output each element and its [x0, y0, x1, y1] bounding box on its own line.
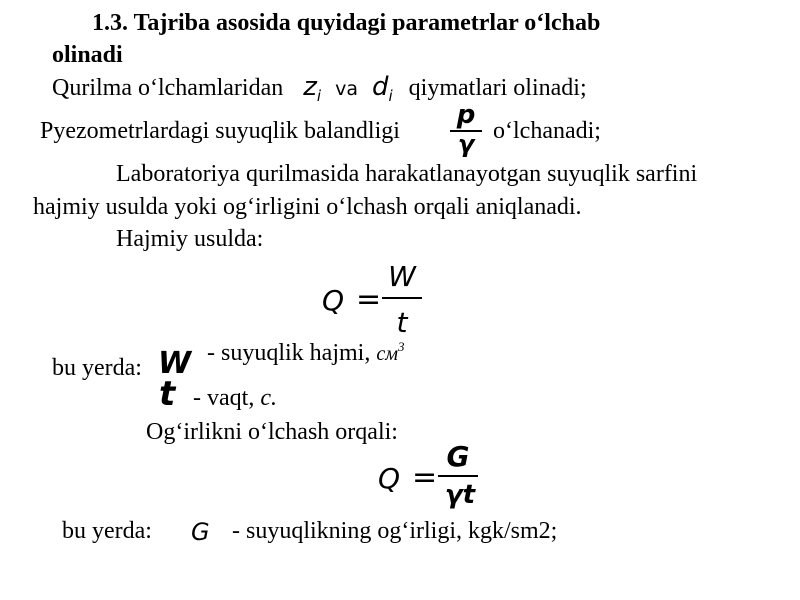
time-description: - vaqt,	[193, 385, 255, 411]
pressure-numerator-p: p	[456, 100, 476, 130]
variable-d	[371, 72, 393, 105]
time-unit: c.	[260, 385, 277, 411]
piezometer-text-after: o‘lchanadi;	[493, 118, 601, 144]
weight-formula-q: Q	[378, 462, 401, 495]
weight-formula	[378, 442, 488, 522]
volume-unit-exponent: 3	[397, 339, 405, 354]
variable-z-subscript: i	[316, 87, 322, 105]
volume-description: - suyuqlik hajmi,	[207, 340, 371, 366]
weight-formula-numerator-g: G	[446, 440, 470, 473]
weight-formula-equals: =	[412, 460, 438, 495]
formula-equals: =	[356, 282, 382, 317]
flow-rate-paragraph-line2: hajmiy usulda yoki og‘irligini o‘lchash orqali aniqlanadi.	[33, 194, 582, 220]
pressure-denominator-gamma: γ	[457, 130, 475, 158]
weight-formula-fraction-bar	[438, 475, 478, 477]
dimensions-sentence	[52, 73, 587, 104]
symbol-g: G	[191, 518, 210, 546]
variable-z-symbol: z	[303, 72, 317, 102]
section-heading-line1: 1.3. Tajriba asosida quyidagi parametrlar o‘lchab	[92, 10, 601, 36]
flow-rate-paragraph-line1: Laboratoriya qurilmasida harakatlanayotgan suyuqlik sarfini	[116, 161, 698, 187]
time-definition	[193, 384, 277, 412]
formula-denominator-t: t	[396, 306, 408, 339]
symbol-w: W	[158, 346, 192, 381]
weight-formula-denominator-gamma-t: γt	[444, 480, 476, 510]
formula-fraction-bar	[382, 297, 422, 299]
dimensions-text-before: Qurilma o‘lchamlaridan	[52, 75, 284, 101]
variable-d-subscript: i	[388, 87, 393, 105]
variable-d-symbol: d	[371, 72, 389, 102]
formula-q: Q	[322, 284, 345, 317]
dimensions-text-after: qiymatlari olinadi;	[408, 75, 587, 101]
section-heading-line2: olinadi	[52, 42, 123, 68]
where-label-1: bu yerda:	[52, 355, 142, 381]
conjunction-va: va	[335, 78, 358, 100]
weight-method-label: Og‘irlikni o‘lchash orqali:	[146, 419, 398, 445]
formula-numerator-w: W	[388, 260, 416, 293]
where-label-2: bu yerda:	[62, 518, 152, 544]
variable-z	[303, 72, 322, 105]
volumetric-method-label: Hajmiy usulda:	[116, 226, 264, 252]
volume-unit	[376, 339, 405, 365]
symbol-t: t	[159, 374, 176, 414]
piezometer-text-before: Pyezometrlardagi suyuqlik balandligi	[40, 118, 400, 144]
volumetric-formula	[322, 260, 432, 340]
volume-unit-base: см	[376, 343, 398, 365]
weight-definition: - suyuqlikning og‘irligi, kgk/sm2;	[232, 518, 558, 544]
volume-definition	[207, 339, 404, 370]
pressure-head-fraction	[446, 100, 486, 158]
